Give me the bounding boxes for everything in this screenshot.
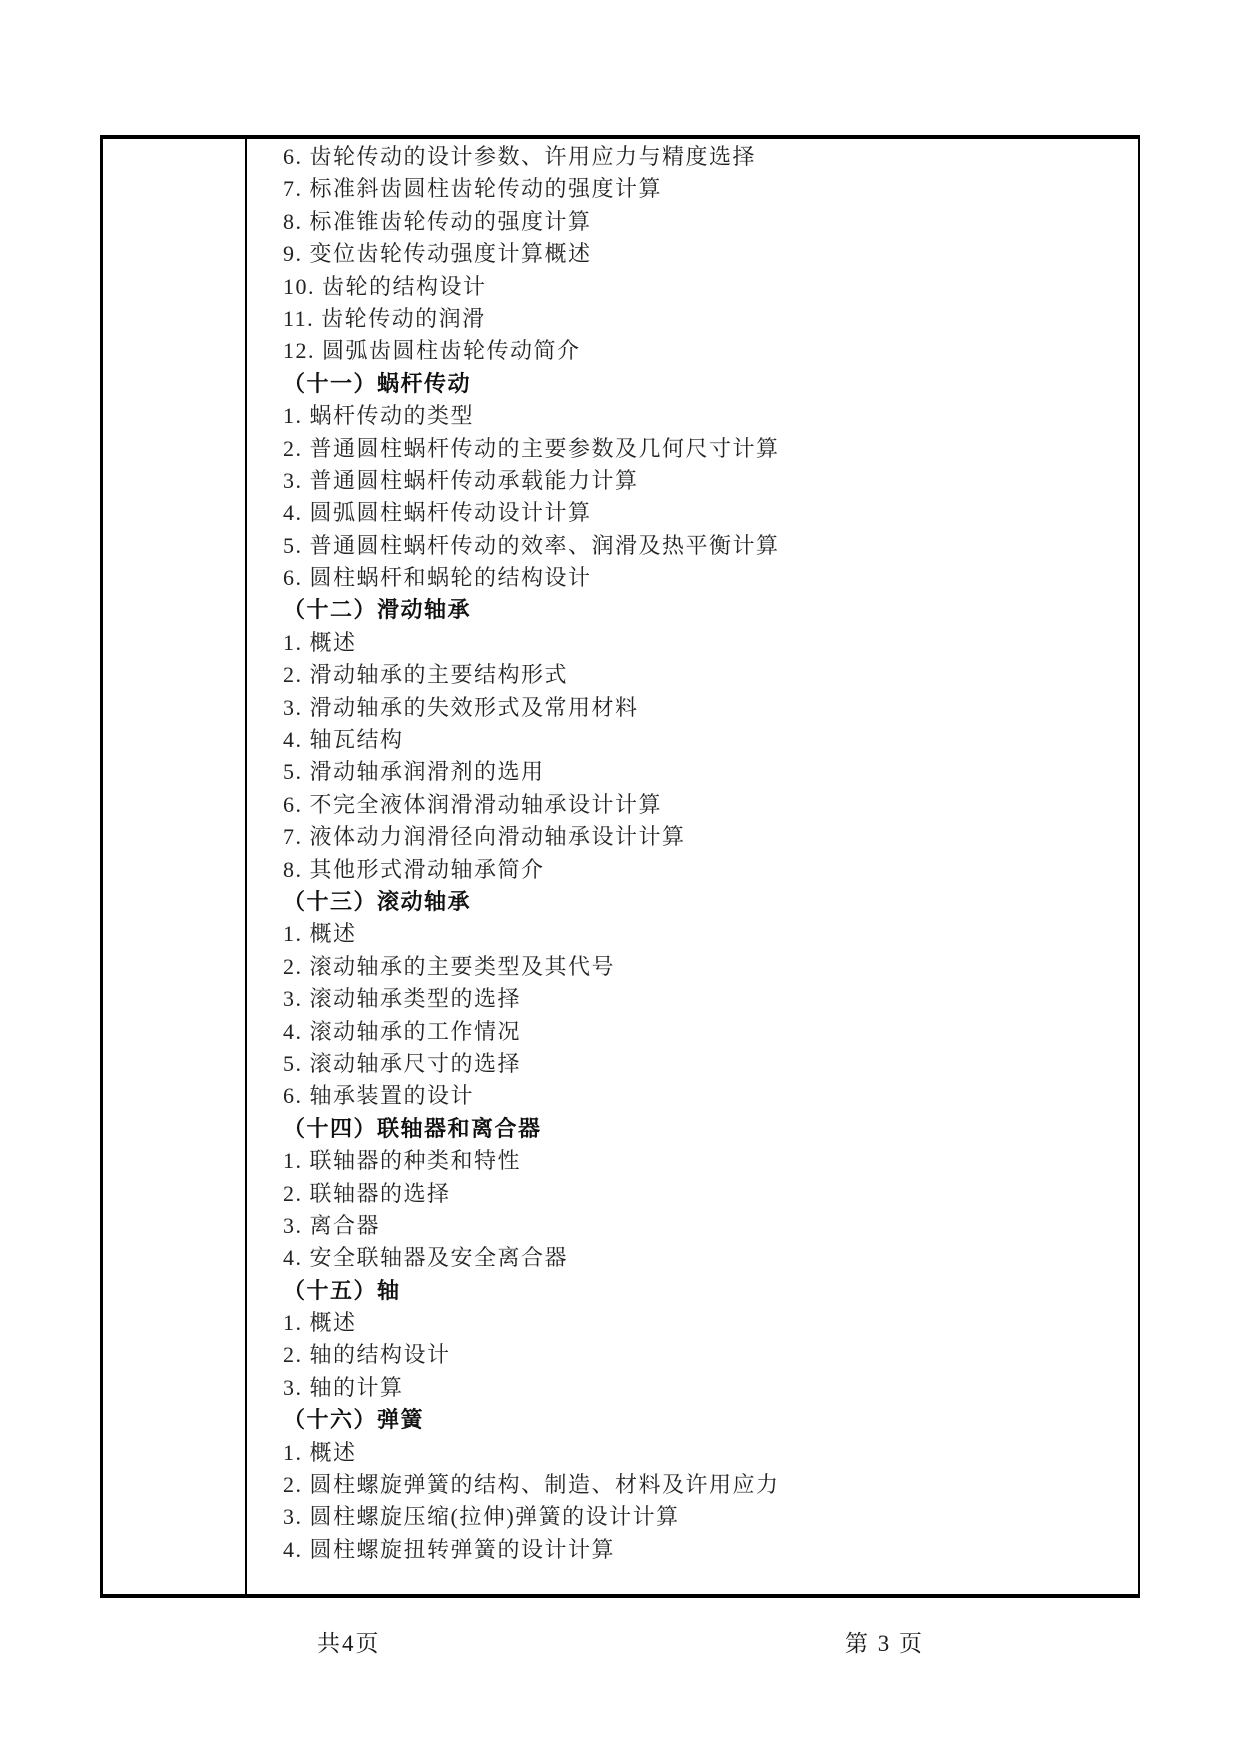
list-item: 1. 蜗杆传动的类型 — [283, 403, 475, 429]
list-item: 10. 齿轮的结构设计 — [283, 273, 487, 299]
section-heading: （十四）联轴器和离合器 — [283, 1115, 542, 1141]
list-item: 2. 轴的结构设计 — [283, 1342, 451, 1368]
list-item: 1. 概述 — [283, 629, 357, 655]
table-left-column — [103, 139, 247, 1594]
list-item: 3. 离合器 — [283, 1212, 381, 1238]
list-item: 4. 安全联轴器及安全离合器 — [283, 1245, 569, 1271]
list-item: 5. 普通圆柱蜗杆传动的效率、润滑及热平衡计算 — [283, 532, 780, 558]
syllabus-list — [283, 141, 1130, 1566]
list-item: 7. 标准斜齿圆柱齿轮传动的强度计算 — [283, 176, 663, 202]
list-item: 2. 联轴器的选择 — [283, 1180, 451, 1206]
table-content-column — [247, 139, 1138, 1594]
list-item: 6. 圆柱蜗杆和蜗轮的结构设计 — [283, 565, 592, 591]
list-item: 12. 圆弧齿圆柱齿轮传动简介 — [283, 338, 581, 364]
section-heading: （十六）弹簧 — [283, 1407, 425, 1433]
list-item: 2. 圆柱螺旋弹簧的结构、制造、材料及许用应力 — [283, 1472, 780, 1498]
list-item: 1. 联轴器的种类和特性 — [283, 1148, 522, 1174]
footer-page-number: 第 3 页 — [845, 1631, 924, 1656]
list-item: 1. 概述 — [283, 921, 357, 947]
list-item: 5. 滑动轴承润滑剂的选用 — [283, 759, 545, 785]
list-item: 8. 其他形式滑动轴承简介 — [283, 856, 545, 882]
list-item: 11. 齿轮传动的润滑 — [283, 305, 486, 331]
section-heading: （十五）轴 — [283, 1277, 401, 1303]
list-item: 2. 普通圆柱蜗杆传动的主要参数及几何尺寸计算 — [283, 435, 780, 461]
list-item: 6. 不完全液体润滑滑动轴承设计计算 — [283, 791, 663, 817]
list-item: 4. 圆弧圆柱蜗杆传动设计计算 — [283, 500, 592, 526]
list-item: 8. 标准锥齿轮传动的强度计算 — [283, 208, 592, 234]
list-item: 6. 轴承装置的设计 — [283, 1083, 475, 1109]
list-item: 9. 变位齿轮传动强度计算概述 — [283, 241, 592, 267]
list-item: 6. 齿轮传动的设计参数、许用应力与精度选择 — [283, 144, 757, 169]
list-item: 3. 滚动轴承类型的选择 — [283, 986, 522, 1012]
list-item: 4. 轴瓦结构 — [283, 727, 404, 753]
list-item: 7. 液体动力润滑径向滑动轴承设计计算 — [283, 824, 686, 850]
list-item: 3. 滑动轴承的失效形式及常用材料 — [283, 694, 639, 720]
list-item: 3. 普通圆柱蜗杆传动承载能力计算 — [283, 467, 639, 493]
list-item: 2. 滑动轴承的主要结构形式 — [283, 662, 569, 688]
list-item: 3. 圆柱螺旋压缩(拉伸)弹簧的设计计算 — [283, 1504, 680, 1530]
syllabus-table — [100, 135, 1140, 1598]
list-item: 4. 圆柱螺旋扭转弹簧的设计计算 — [283, 1536, 616, 1562]
section-heading: （十一）蜗杆传动 — [283, 370, 472, 396]
list-item: 4. 滚动轴承的工作情况 — [283, 1018, 522, 1044]
footer-total-pages: 共4页 — [317, 1631, 381, 1656]
list-item: 1. 概述 — [283, 1310, 357, 1336]
list-item: 5. 滚动轴承尺寸的选择 — [283, 1050, 522, 1076]
list-item: 1. 概述 — [283, 1439, 357, 1465]
list-item: 3. 轴的计算 — [283, 1374, 404, 1400]
section-heading: （十三）滚动轴承 — [283, 888, 472, 914]
section-heading: （十二）滑动轴承 — [283, 597, 472, 623]
list-item: 2. 滚动轴承的主要类型及其代号 — [283, 953, 616, 979]
